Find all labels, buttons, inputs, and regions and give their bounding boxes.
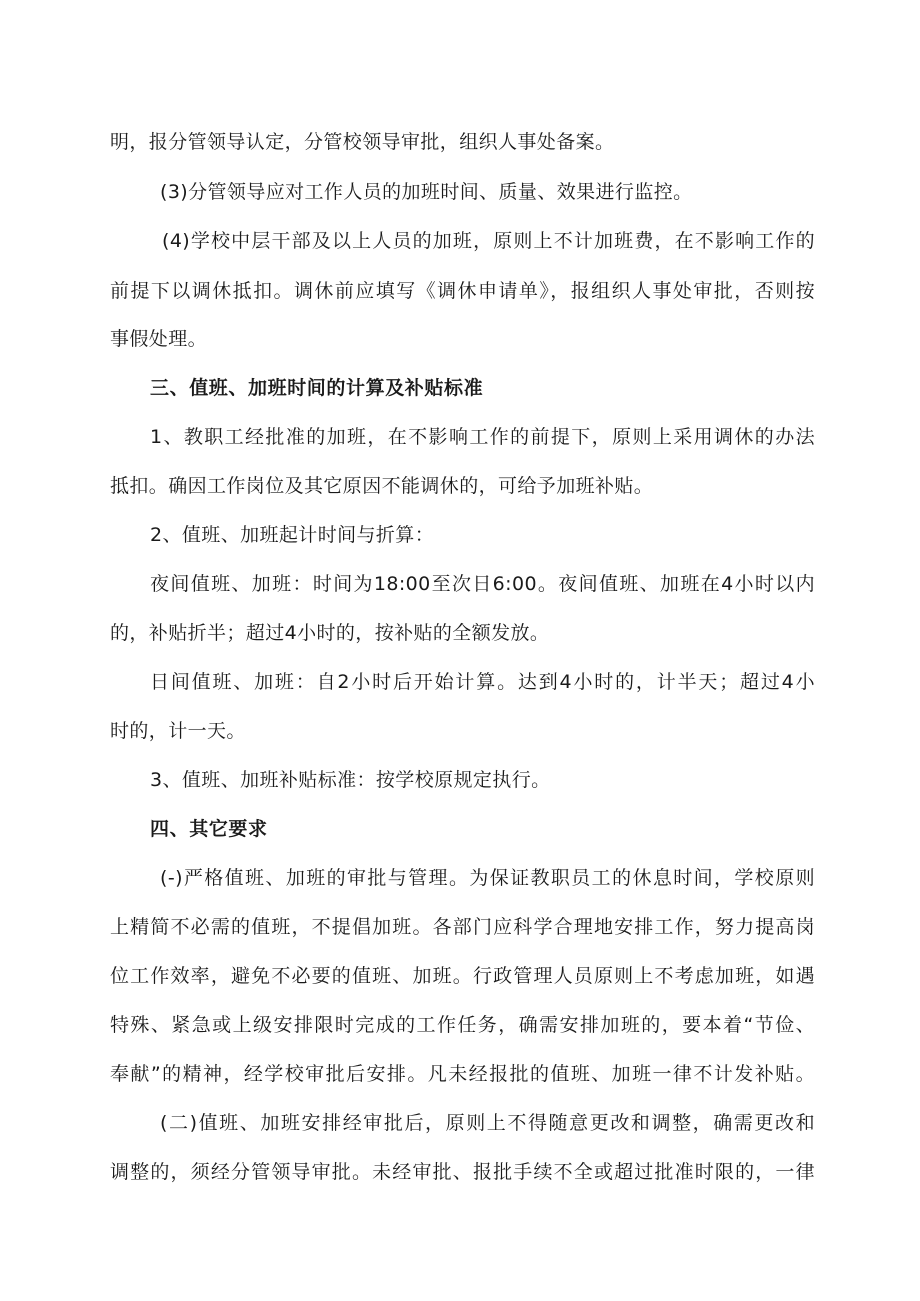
paragraph-line: 奉献”的精神，经学校审批后安排。凡未经报批的值班、加班一律不计发补贴。 (110, 1063, 815, 1085)
paragraph-line: (二)值班、加班安排经审批后，原则上不得随意更改和调整，确需更改和 (160, 1112, 815, 1134)
paragraph-line: 调整的，须经分管领导审批。未经审批、报批手续不全或超过批准时限的，一律 (110, 1161, 815, 1183)
paragraph-line: 3、值班、加班补贴标准：按学校原规定执行。 (150, 769, 551, 791)
paragraph-line: (4)学校中层干部及以上人员的加班，原则上不计加班费，在不影响工作的 (162, 230, 815, 252)
paragraph-line: 事假处理。 (110, 328, 208, 350)
paragraph-line: 夜间值班、加班：时间为18:00至次日6:00。夜间值班、加班在4小时以内 (150, 573, 815, 595)
paragraph-line: 1、教职工经批准的加班，在不影响工作的前提下，原则上采用调休的办法 (150, 426, 815, 448)
paragraph-line: 的，补贴折半；超过4小时的，按补贴的全额发放。 (110, 622, 550, 644)
paragraph-line: 明，报分管领导认定，分管校领导审批，组织人事处备案。 (110, 131, 615, 153)
paragraph-line: 前提下以调休抵扣。调休前应填写《调休申请单》，报组织人事处审批，否则按 (110, 280, 815, 302)
paragraph-line: (-)严格值班、加班的审批与管理。为保证教职员工的休息时间，学校原则 (160, 867, 815, 889)
section-heading: 三、值班、加班时间的计算及补贴标准 (150, 377, 484, 399)
paragraph-line: 特殊、紧急或上级安排限时完成的工作任务，确需安排加班的，要本着“节俭、 (110, 1014, 815, 1036)
paragraph-line: 抵扣。确因工作岗位及其它原因不能调休的，可给予加班补贴。 (110, 475, 654, 497)
paragraph-line: 位工作效率，避免不必要的值班、加班。行政管理人员原则上不考虑加班，如遇 (110, 965, 815, 987)
paragraph-line: (3)分管领导应对工作人员的加班时间、质量、效果进行监控。 (160, 181, 693, 203)
paragraph-line: 上精简不必需的值班，不提倡加班。各部门应科学合理地安排工作，努力提高岗 (110, 916, 815, 938)
paragraph-line: 2、值班、加班起计时间与折算： (150, 524, 435, 546)
paragraph-line: 时的，计一天。 (110, 720, 246, 742)
section-heading: 四、其它要求 (150, 818, 268, 840)
paragraph-line: 日间值班、加班：自2小时后开始计算。达到4小时的，计半天；超过4小 (150, 671, 815, 693)
